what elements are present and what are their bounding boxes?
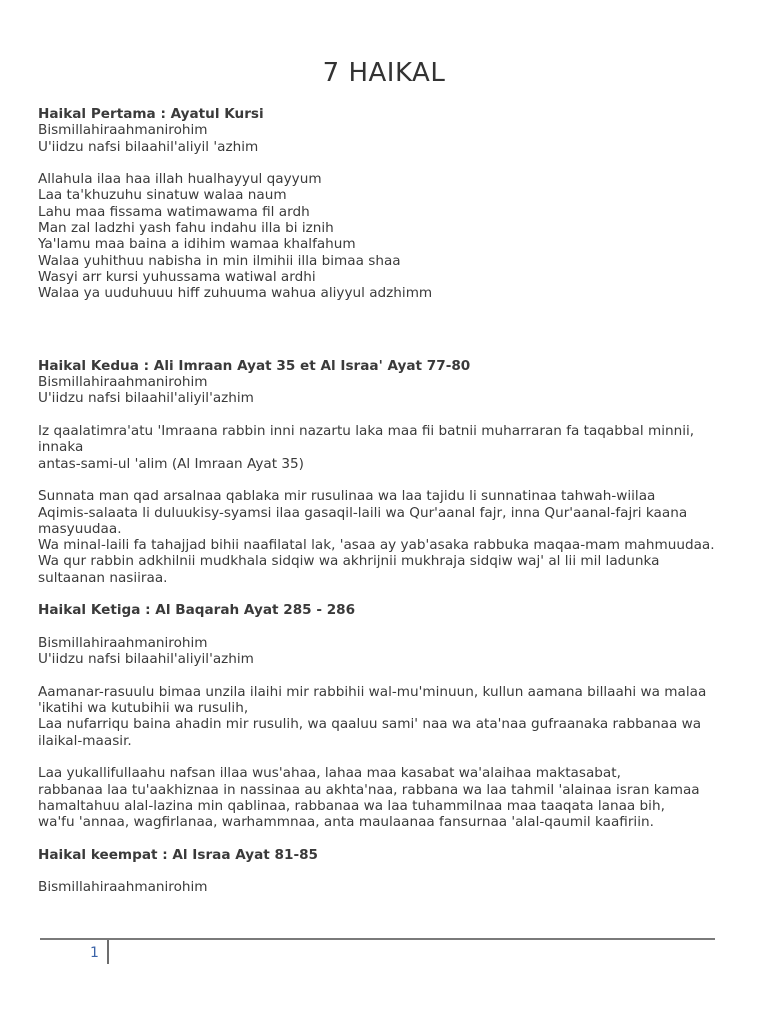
text-line: Iz qaalatimra'atu 'Imraana rabbin inni nazartu laka maa fii batnii muharraran fa taqabbal minnii, innaka <box>38 423 699 456</box>
text-line: Laa ta'khuzuhu sinatuw walaa naum <box>38 187 287 204</box>
text-line: Bismillahiraahmanirohim <box>38 374 208 391</box>
text-line: Ya'lamu maa baina a idihim wamaa khalfahum <box>38 236 356 253</box>
section-heading-3: Haikal Ketiga : Al Baqarah Ayat 285 - 286 <box>38 602 356 619</box>
text-line: Sunnata man qad arsalnaa qablaka mir rusulinaa wa laa tajidu li sunnatinaa tahwah-wiilaa <box>38 488 656 505</box>
text-line: Aamanar-rasuulu bimaa unzila ilaihi mir rabbihii wal-mu'minuun, kullun aamana billaahi wa malaa 'ikatihi wa kutubihii wa rusulih, <box>38 683 711 717</box>
footer-rule <box>40 938 715 940</box>
text-line: U'iidzu nafsi bilaahil'aliyil'azhim <box>38 390 254 407</box>
text-line: rabbanaa laa tu'aakhiznaa in nassinaa au akhta'naa, rabbana wa laa tahmil 'alainaa isran kamaa hamaltahuu alal-lazina min qablinaa, rabbanaa wa laa tuhammilnaa maa taaqata lanaa bih, <box>38 781 704 814</box>
text-line: Lahu maa fissama watimawama fil ardh <box>38 203 310 220</box>
text-line: Walaa ya uuduhuuu hiff zuhuuma wahua aliyyul adzhimm <box>38 285 433 302</box>
blank-line <box>38 668 728 684</box>
blank-line <box>38 619 728 635</box>
section-heading-1: Haikal Pertama : Ayatul Kursi <box>38 106 264 122</box>
text-line: antas-sami-ul 'alim (Al Imraan Ayat 35) <box>38 455 304 472</box>
page-number-divider <box>107 940 109 964</box>
section-spacer <box>38 302 728 342</box>
section-spacer <box>38 830 728 846</box>
text-line: Walaa yuhithuu nabisha in min ilmihii illa bimaa shaa <box>38 252 401 269</box>
blank-line <box>38 407 728 423</box>
document-body <box>38 106 728 896</box>
text-line: Bismillahiraahmanirohim <box>38 634 208 651</box>
text-line: Wa minal-laili fa tahajjad bihii naafilatal lak, 'asaa ay yab'asaka rabbuka maqaa-mam mahmuudaa. <box>38 537 715 554</box>
text-line: Bismillahiraahmanirohim <box>38 122 208 139</box>
text-line: Wa qur rabbin adkhilnii mudkhala sidqiw wa akhrijnii mukhraja sidqiw waj' al lii mil ladunka sultaanan nasiiraa. <box>38 553 664 586</box>
section-spacer <box>38 342 728 358</box>
text-line: Bismillahiraahmanirohim <box>38 879 208 896</box>
text-line: Aqimis-salaata li duluukisy-syamsi ilaa gasaqil-laili wa Qur'aanal fajr, inna Qur'aanal-fajri kaana masyuudaa. <box>38 504 692 537</box>
text-line: Laa nufarriqu baina ahadin mir rusulih, wa qaaluu sami' naa wa ata'naa gufraanaka rabbanaa wa ilaikal-maasir. <box>38 716 706 749</box>
text-line: Allahula ilaa haa illah hualhayyul qayyum <box>38 171 322 188</box>
blank-line <box>38 472 728 488</box>
text-line: U'iidzu nafsi bilaahil'aliyil'azhim <box>38 651 254 668</box>
section-spacer <box>38 586 728 602</box>
page-number: 1 <box>90 945 99 961</box>
blank-line <box>38 863 728 879</box>
section-heading-4: Haikal keempat : Al Israa Ayat 81-85 <box>38 846 319 863</box>
text-line: Man zal ladzhi yash fahu indahu illa bi iznih <box>38 220 334 237</box>
blank-line <box>38 155 728 171</box>
section-heading-2: Haikal Kedua : Ali Imraan Ayat 35 et Al Israa' Ayat 77-80 <box>38 357 471 374</box>
text-line: Laa yukallifullaahu nafsan illaa wus'ahaa, lahaa maa kasabat wa'alaihaa maktasabat, <box>38 765 621 782</box>
blank-line <box>38 749 728 765</box>
text-line: wa'fu 'annaa, wagfirlanaa, warhammnaa, anta maulaanaa fansurnaa 'alal-qaumil kaafiriin. <box>38 814 654 831</box>
text-line: U'iidzu nafsi bilaahil'aliyil 'azhim <box>38 138 259 155</box>
page-title: 7 HAIKAL <box>322 58 446 88</box>
text-line: Wasyi arr kursi yuhussama watiwal ardhi <box>38 268 316 285</box>
